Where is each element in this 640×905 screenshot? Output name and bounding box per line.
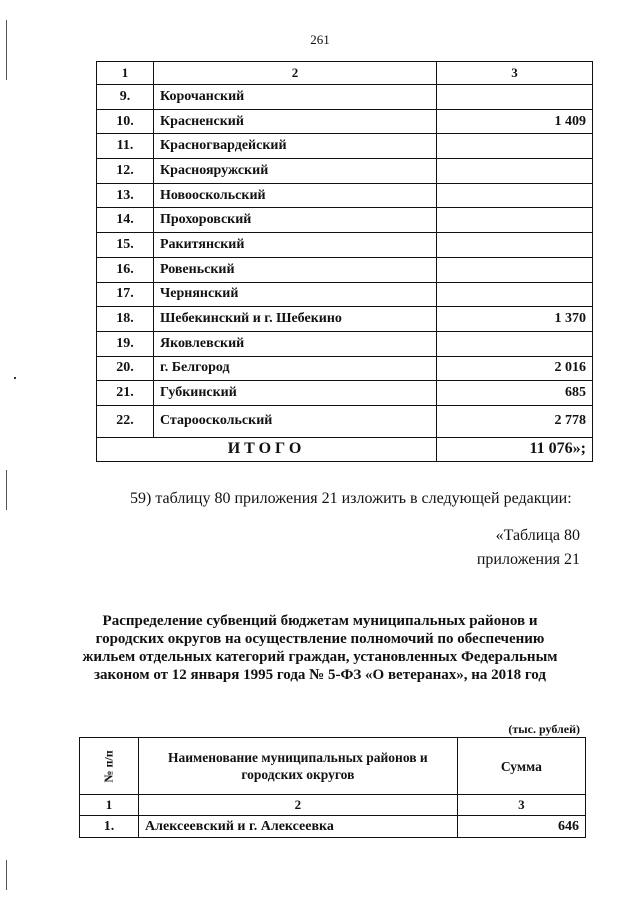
header-name-line: Наименование муниципальных районов и — [168, 750, 428, 765]
column-number-cell: 1 — [80, 795, 139, 816]
total-row — [97, 437, 593, 461]
table-row — [97, 85, 593, 110]
appendix-reference: приложения 21 — [476, 551, 580, 568]
header-number-cell — [80, 738, 139, 795]
column-number-cell: 2 — [154, 62, 437, 85]
heading-line: Распределение субвенций бюджетам муниципальных районов и — [102, 613, 538, 629]
table-cell: 1 409 — [437, 109, 593, 134]
scan-edge-mark — [6, 470, 7, 510]
total-value: 11 076»; — [437, 437, 593, 461]
heading-line: жильем отдельных категорий граждан, установленных Федеральным — [82, 649, 558, 665]
header-name-cell — [139, 738, 458, 795]
scan-edge-mark — [6, 860, 7, 890]
header-name-line: городских округов — [241, 767, 355, 782]
table-cell: 18. — [97, 307, 154, 332]
table-cell: 685 — [437, 381, 593, 406]
table-header-row — [80, 738, 586, 795]
column-number-cell: 1 — [97, 62, 154, 85]
table-cell: Новооскольский — [154, 183, 437, 208]
table-cell: 20. — [97, 356, 154, 381]
table-cell: Алексеевский и г. Алексеевка — [139, 816, 458, 838]
table-cell: 12. — [97, 159, 154, 184]
table-cell — [437, 85, 593, 110]
table-cell: 17. — [97, 282, 154, 307]
veterans-housing-table — [79, 737, 586, 838]
table-cell: Старооскольский — [154, 405, 437, 437]
table-cell: 19. — [97, 331, 154, 356]
table-cell — [437, 331, 593, 356]
table-cell — [437, 183, 593, 208]
table-cell: 1. — [80, 816, 139, 838]
scan-edge-mark — [6, 20, 7, 80]
table-row — [97, 307, 593, 332]
table-cell: 15. — [97, 233, 154, 258]
table-cell: 1 370 — [437, 307, 593, 332]
table-cell: 2 778 — [437, 405, 593, 437]
header-sum-cell: Сумма — [457, 738, 585, 795]
subvention-table-continued — [96, 61, 593, 462]
table-row — [97, 331, 593, 356]
table-row — [97, 381, 593, 406]
table-cell: Чернянский — [154, 282, 437, 307]
table-cell: Шебекинский и г. Шебекино — [154, 307, 437, 332]
table-row — [97, 282, 593, 307]
table-cell — [437, 134, 593, 159]
table-heading — [80, 612, 560, 684]
table-row — [97, 159, 593, 184]
table-cell: Ракитянский — [154, 233, 437, 258]
column-number-cell: 3 — [437, 62, 593, 85]
table-cell — [437, 208, 593, 233]
table-cell: Корочанский — [154, 85, 437, 110]
table-cell: 22. — [97, 405, 154, 437]
page-number: 261 — [310, 32, 330, 47]
table-cell: Ровеньский — [154, 257, 437, 282]
table-cell: Яковлевский — [154, 331, 437, 356]
table-row — [97, 134, 593, 159]
heading-line: законом от 12 января 1995 года № 5-ФЗ «О ветеранах», на 2018 год — [94, 667, 546, 683]
table-row — [97, 257, 593, 282]
table-row — [97, 233, 593, 258]
table-cell — [437, 257, 593, 282]
table-row — [80, 816, 586, 838]
amendment-paragraph: 59) таблицу 80 приложения 21 изложить в следующей редакции: — [130, 490, 572, 507]
table-reference: «Таблица 80 — [495, 527, 580, 544]
table-cell: 16. — [97, 257, 154, 282]
table-cell — [437, 233, 593, 258]
table-cell: 21. — [97, 381, 154, 406]
units-label: (тыс. рублей) — [508, 722, 580, 736]
table-row — [97, 109, 593, 134]
table-cell: 10. — [97, 109, 154, 134]
table-cell: 2 016 — [437, 356, 593, 381]
column-number-row — [80, 795, 586, 816]
table-cell — [437, 159, 593, 184]
table-cell: Прохоровский — [154, 208, 437, 233]
table-cell: 646 — [457, 816, 585, 838]
table-row — [97, 356, 593, 381]
table-row — [97, 183, 593, 208]
table-cell: г. Белгород — [154, 356, 437, 381]
heading-line: городских округов на осуществление полномочий по обеспечению — [95, 631, 545, 647]
table-cell: 9. — [97, 85, 154, 110]
table-cell — [437, 282, 593, 307]
table-cell: Краснояружский — [154, 159, 437, 184]
table-cell: 13. — [97, 183, 154, 208]
table-cell: Красненский — [154, 109, 437, 134]
table-cell: 11. — [97, 134, 154, 159]
column-number-cell: 2 — [139, 795, 458, 816]
table-row — [97, 405, 593, 437]
table-row — [97, 208, 593, 233]
column-number-cell: 3 — [457, 795, 585, 816]
table-cell: 14. — [97, 208, 154, 233]
column-number-header-row — [97, 62, 593, 85]
table-cell: Красногвардейский — [154, 134, 437, 159]
scan-dot-mark — [14, 377, 16, 379]
header-number-label: № п/п — [101, 750, 116, 783]
total-label: ИТОГО — [97, 437, 437, 461]
table-cell: Губкинский — [154, 381, 437, 406]
